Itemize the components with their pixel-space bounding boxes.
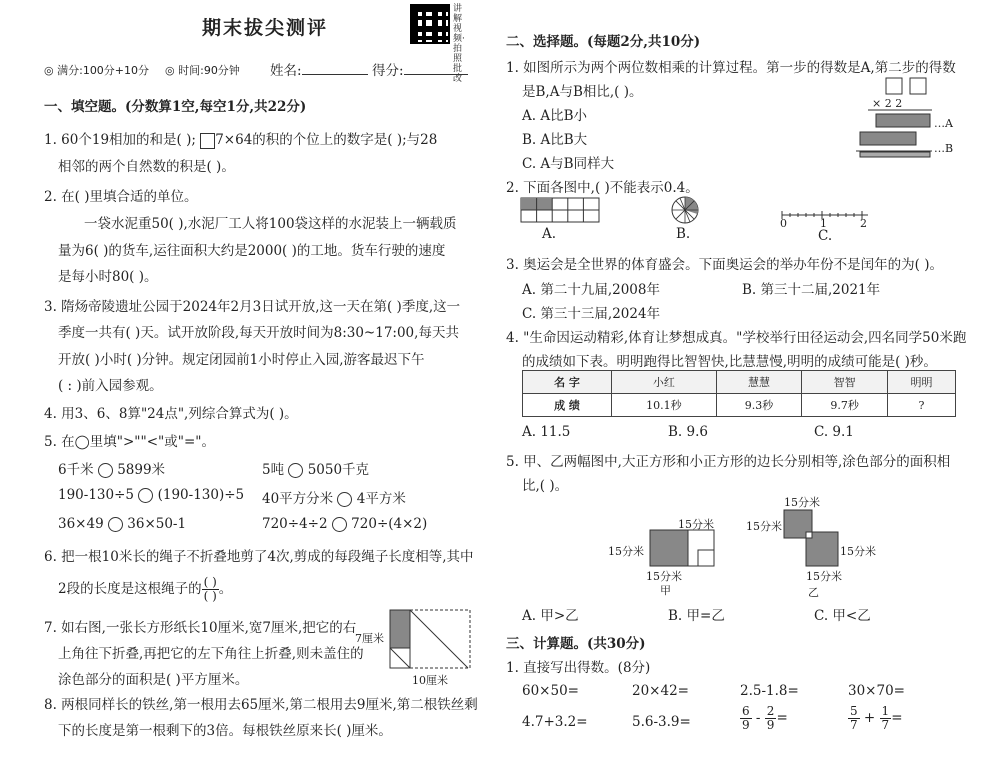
q4-text: 4. 用3、6、8算"24点",列综合算式为( )。 — [44, 406, 298, 422]
table-cell: 9.3秒 — [716, 394, 802, 417]
full-score-text: ◎ 满分:100分+10分 — [44, 64, 150, 77]
compare-a: 720÷4÷2 — [262, 516, 328, 532]
calc-item[interactable]: 2.5-1.8= — [740, 683, 799, 699]
fraction — [848, 705, 860, 732]
q8-line1: 8. 两根同样长的铁丝,第一根用去65厘米,第二根用去9厘米,第二根铁丝剩 — [44, 697, 478, 713]
compare-circle[interactable] — [288, 463, 303, 478]
section3-heading: 三、计算题。(共30分) — [506, 636, 646, 652]
q7-line2: 上角往下折叠,再把它的左下角往上折叠,则未盖住的 — [58, 646, 364, 662]
s2-q4-line1: 4. "生命因运动精彩,体育让梦想成真。"学校举行田径运动会,四名同学50米跑 — [506, 330, 967, 346]
q2-line3: 量为6( )的货车,运往面积大约是2000( )的工地。货车行驶的速度 — [58, 243, 446, 259]
q6-line1: 6. 把一根10米长的绳子不折叠地剪了4次,剪成的每段绳子长度相等,其中 — [44, 549, 474, 565]
q8-line2: 下的长度是第一根剩下的3倍。每根铁丝原来长( )厘米。 — [58, 723, 392, 739]
s2-q3-optB[interactable]: B. 第三十二届,2021年 — [742, 282, 881, 298]
q5-row1-right — [262, 458, 369, 478]
yi-label-right: 15分米 — [840, 545, 876, 558]
page-title: 期末拔尖测评 — [202, 17, 329, 39]
q5-row3-left — [58, 516, 186, 532]
name-field[interactable] — [270, 59, 368, 79]
folded-paper-figure — [384, 608, 476, 678]
s2-q1-optA[interactable]: A. A比B小 — [522, 108, 588, 124]
s2-q5-line2: 比,( )。 — [522, 478, 569, 494]
numerator: 2 — [766, 704, 775, 718]
q2-line4: 是每小时80( )。 — [58, 269, 158, 285]
tick-2: 2 — [860, 217, 867, 230]
denominator: 7 — [850, 718, 858, 732]
calc-item[interactable]: 4.7+3.2= — [522, 714, 588, 730]
compare-a: 5吨 — [262, 462, 285, 478]
score-label: 得分: — [372, 63, 404, 79]
tick-1: 1 — [820, 217, 827, 230]
s2-q2-text: 2. 下面各图中,( )不能表示0.4。 — [506, 180, 699, 196]
s2-q1-line1: 1. 如图所示为两个两位数相乘的计算过程。第一步的得数是A,第二步的得数 — [506, 60, 956, 76]
yi-label-bottom: 15分米 — [806, 570, 842, 583]
table-cell: ? — [888, 394, 956, 417]
compare-circle[interactable] — [108, 517, 123, 532]
calc-item[interactable]: 20×42= — [632, 683, 689, 699]
s2-q4-optA[interactable]: A. 11.5 — [522, 424, 571, 440]
table-cell: 10.1秒 — [612, 394, 717, 417]
label-a: …A — [934, 117, 953, 130]
label-b: …B — [934, 142, 954, 155]
q5-row2-left — [58, 487, 244, 503]
s2-q2-optA[interactable]: A. — [542, 226, 557, 242]
q7-line3: 涂色部分的面积是( )平方厘米。 — [58, 672, 249, 688]
q1-part-b: 7×64的积的个位上的数字是( );与28 — [215, 132, 438, 148]
q5-row2-right — [262, 487, 406, 507]
compare-a: 36×49 — [58, 516, 104, 532]
table-header-row — [523, 371, 956, 394]
q3-line1: 3. 隋炀帝陵遗址公园于2024年2月3日试开放,这一天在第( )季度,这一 — [44, 299, 461, 315]
compare-b: 720÷(4×2) — [351, 516, 428, 532]
q7-length-label: 10厘米 — [412, 674, 448, 687]
numerator: 1 — [881, 704, 890, 718]
table-header: 智智 — [802, 371, 888, 394]
yi-label-top: 15分米 — [784, 496, 820, 509]
s2-q1-line2: 是B,A与B相比,( )。 — [522, 84, 643, 100]
yi-caption: 乙 — [808, 586, 819, 599]
jia-label-bottom: 15分米 — [646, 570, 682, 583]
score-field[interactable] — [372, 59, 468, 79]
full-score: 满分:100分+10分 — [57, 64, 150, 77]
time-text: ◎ 时间:90分钟 — [165, 64, 240, 77]
table-header: 名 字 — [523, 371, 612, 394]
table-header: 慧慧 — [716, 371, 802, 394]
q3-line4: ( : )前入园参观。 — [58, 378, 163, 394]
s2-q5-optA[interactable]: A. 甲>乙 — [522, 608, 579, 624]
calc-fraction-item[interactable]: $\frac{5}{7}$ + $\frac{1}{7}$ = — [850, 704, 903, 732]
equals: = — [891, 710, 903, 726]
grid-figure-a — [520, 197, 600, 223]
s3-q1-text: 1. 直接写出得数。(8分) — [506, 660, 651, 676]
section1-heading: 一、填空题。(分数算1空,每空1分,共22分) — [44, 99, 307, 115]
s2-q5-line1: 5. 甲、乙两幅图中,大正方形和小正方形的边长分别相等,涂色部分的面积相 — [506, 454, 951, 470]
tick-0: 0 — [780, 217, 787, 230]
q5-text: 5. 在◯里填">""<"或"="。 — [44, 434, 215, 450]
table-cell: 成 绩 — [523, 394, 612, 417]
denominator: 9 — [742, 718, 750, 732]
figure-yi — [782, 508, 842, 570]
q1-line2: 相邻的两个自然数的积是( )。 — [58, 159, 235, 175]
compare-circle[interactable] — [332, 517, 347, 532]
qr-caption: 讲解视频·拍照批改 — [453, 4, 465, 84]
compare-b: (190-130)÷5 — [157, 487, 245, 503]
table-header: 小红 — [612, 371, 717, 394]
s2-q3-optA[interactable]: A. 第二十九届,2008年 — [522, 282, 660, 298]
q7-width-label: 7厘米 — [355, 632, 384, 645]
compare-b: 4平方米 — [356, 491, 406, 507]
calc-fraction-item[interactable]: $\frac{6}{9}$ - $\frac{2}{9}$ = — [742, 704, 788, 732]
compare-a: 6千米 — [58, 462, 94, 478]
calc-item[interactable]: 30×70= — [848, 683, 905, 699]
compare-circle[interactable] — [98, 463, 113, 478]
s2-q4-optC[interactable]: C. 9.1 — [814, 424, 854, 440]
jia-caption: 甲 — [660, 584, 671, 597]
yi-label-left: 15分米 — [746, 520, 782, 533]
blank-square[interactable] — [200, 133, 215, 149]
fraction — [880, 705, 892, 732]
q2-line2: 一袋水泥重50( ),水泥厂工人将100袋这样的水泥装上一辆载质 — [84, 216, 457, 232]
qr-code-icon — [410, 4, 450, 44]
denominator: 7 — [881, 718, 890, 732]
s2-q1-optB[interactable]: B. A比B大 — [522, 132, 588, 148]
q1-line1 — [44, 128, 437, 149]
s2-q5-optB[interactable]: B. 甲=乙 — [668, 608, 725, 624]
compare-a: 40平方分米 — [262, 491, 334, 507]
equals: = — [776, 710, 788, 726]
table-cell: 9.7秒 — [802, 394, 888, 417]
fraction — [765, 705, 777, 732]
multiply-row: × 2 2 — [872, 97, 903, 110]
q3-line3: 开放( )小时( )分钟。规定闭园前1小时停止入园,游客最迟下午 — [58, 352, 425, 368]
name-label: 姓名: — [270, 63, 302, 79]
q1-part-a: 1. 60个19相加的和是( ); — [44, 132, 196, 148]
compare-circle[interactable] — [337, 492, 352, 507]
denominator: 9 — [766, 718, 775, 732]
s2-q2-optB[interactable]: B. — [676, 226, 691, 242]
section2-heading: 二、选择题。(每题2分,共10分) — [506, 34, 701, 50]
table-row — [523, 394, 956, 417]
numerator: 5 — [850, 704, 858, 718]
q6-text: 2段的长度是这根绳子的 — [58, 581, 202, 597]
s2-q5-optC[interactable]: C. 甲<乙 — [814, 608, 871, 624]
jia-label-top: 15分米 — [678, 518, 714, 531]
q7-line1: 7. 如右图,一张长方形纸长10厘米,宽7厘米,把它的右 — [44, 620, 357, 636]
circle-figure-b — [670, 195, 700, 225]
compare-b: 36×50-1 — [127, 516, 187, 532]
q3-line2: 季度一共有( )天。试开放阶段,每天开放时间为8:30~17:00,每天共 — [58, 325, 459, 341]
q6-line2 — [58, 576, 232, 603]
s2-q2-optC[interactable]: C. — [818, 228, 833, 244]
numerator: 6 — [742, 704, 750, 718]
table-header: 明明 — [888, 371, 956, 394]
time-limit: 时间:90分钟 — [178, 64, 240, 77]
s2-q4-line2: 的成绩如下表。明明跑得比智智快,比慧慧慢,明明的成绩可能是( )秒。 — [522, 354, 937, 370]
s2-q4-optB[interactable]: B. 9.6 — [668, 424, 708, 440]
s2-q3-optC[interactable]: C. 第三十三届,2024年 — [522, 306, 661, 322]
q5-row3-right — [262, 516, 427, 532]
fraction-blank[interactable]: $\frac{( )}{( )}$ — [203, 575, 217, 603]
fraction — [740, 705, 752, 732]
figure-jia — [648, 528, 716, 568]
s2-q1-optC[interactable]: C. A与B同样大 — [522, 156, 615, 172]
compare-a: 190-130÷5 — [58, 487, 134, 503]
compare-b: 5050千克 — [307, 462, 370, 478]
q5-row1-left — [58, 458, 165, 478]
calc-item[interactable]: 60×50= — [522, 683, 579, 699]
q2-line1: 2. 在( )里填合适的单位。 — [44, 189, 198, 205]
calc-item[interactable]: 5.6-3.9= — [632, 714, 691, 730]
s2-q3-text: 3. 奥运会是全世界的体育盛会。下面奥运会的举办年份不是闰年的为( )。 — [506, 257, 943, 273]
score-table — [522, 370, 956, 417]
jia-label-left: 15分米 — [608, 545, 644, 558]
compare-circle[interactable] — [138, 488, 153, 503]
q6-end: 。 — [218, 581, 233, 597]
compare-b: 5899米 — [117, 462, 166, 478]
